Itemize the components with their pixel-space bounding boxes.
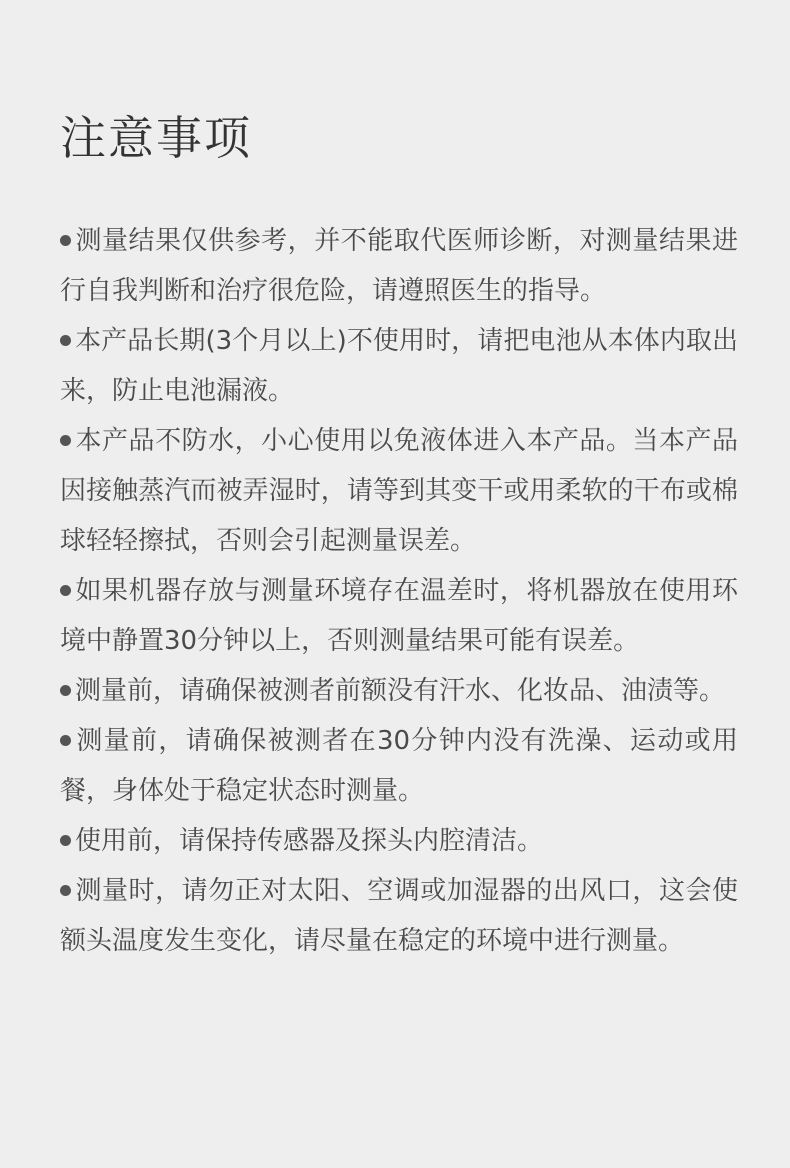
bullet-icon: [60, 835, 71, 846]
note-text: 测量时，请勿正对太阳、空调或加湿器的出风口，这会使额头温度发生变化，请尽量在稳定的环境中进行测量。: [60, 876, 738, 956]
note-text: 本产品长期(3个月以上)不使用时，请把电池从本体内取出来，防止电池漏液。: [60, 326, 738, 406]
bullet-icon: [60, 335, 71, 346]
note-text: 如果机器存放与测量环境存在温差时，将机器放在使用环境中静置30分钟以上，否则测量结果可能有误差。: [60, 576, 738, 656]
list-item: [60, 416, 738, 566]
page-title: 注意事项: [60, 111, 252, 165]
notes-list: [60, 216, 738, 966]
list-item: [60, 216, 738, 316]
list-item: [60, 866, 738, 966]
bullet-icon: [60, 735, 71, 746]
list-item: [60, 566, 738, 666]
bullet-icon: [60, 885, 71, 896]
bullet-icon: [60, 235, 71, 246]
note-text: 测量前，请确保被测者前额没有汗水、化妆品、油渍等。: [75, 676, 726, 706]
list-item: [60, 716, 738, 816]
note-text: 本产品不防水，小心使用以免液体进入本产品。当本产品因接触蒸汽而被弄湿时，请等到其变干或用柔软的干布或棉球轻轻擦拭，否则会引起测量误差。: [60, 426, 738, 556]
note-text: 测量结果仅供参考，并不能取代医师诊断，对测量结果进行自我判断和治疗很危险，请遵照医生的指导。: [60, 226, 738, 306]
list-item: [60, 666, 738, 716]
note-text: 测量前，请确保被测者在30分钟内没有洗澡、运动或用餐，身体处于稳定状态时测量。: [60, 726, 738, 806]
bullet-icon: [60, 585, 71, 596]
note-text: 使用前，请保持传感器及探头内腔清洁。: [75, 826, 544, 856]
bullet-icon: [60, 685, 71, 696]
list-item: [60, 816, 738, 866]
bullet-icon: [60, 435, 71, 446]
list-item: [60, 316, 738, 416]
